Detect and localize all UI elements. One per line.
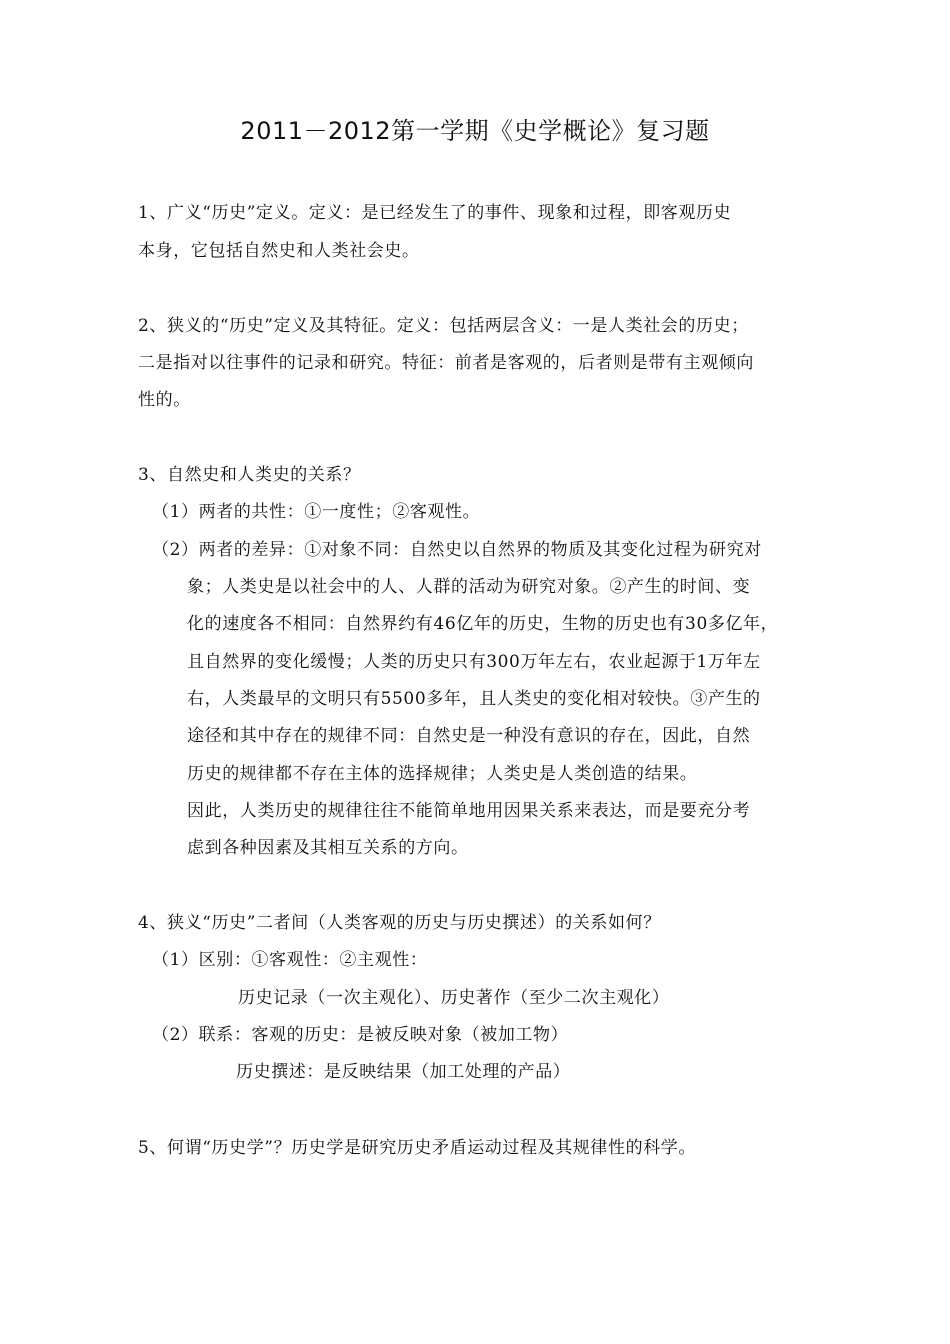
page-title: 2011－2012第一学期《史学概论》复习题 — [240, 117, 710, 145]
q2-line-1: 2、狭义的“历史”定义及其特征。定义：包括两层含义：一是人类社会的历史； — [138, 316, 749, 336]
q1-line-1: 1、广义“历史”定义。定义：是已经发生了的事件、现象和过程，即客观历史 — [138, 203, 732, 223]
q2-line-3: 性的。 — [138, 390, 191, 410]
q3-point-2-line-1: （2）两者的差异：①对象不同：自然史以自然界的物质及其变化过程为研究对 — [152, 540, 762, 560]
q3-point-2-line-9: 虑到各种因素及其相互关系的方向。 — [187, 838, 469, 858]
q1-line-2: 本身，它包括自然史和人类社会史。 — [138, 241, 420, 261]
q5-line-1: 5、何谓“历史学”？历史学是研究历史矛盾运动过程及其规律性的科学。 — [138, 1138, 696, 1158]
q2-line-2: 二是指对以往事件的记录和研究。特征：前者是客观的，后者则是带有主观倾向 — [138, 353, 754, 373]
q3-point-2-line-2: 象；人类史是以社会中的人、人群的活动为研究对象。②产生的时间、变 — [187, 577, 751, 597]
q4-heading: 4、狭义“历史”二者间（人类客观的历史与历史撰述）的关系如何？ — [138, 913, 661, 933]
q3-point-2-line-5: 右，人类最早的文明只有5500多年，且人类史的变化相对较快。③产生的 — [187, 689, 761, 709]
q4-point-2: （2）联系：客观的历史：是被反映对象（被加工物） — [152, 1025, 569, 1045]
q3-point-2-line-4: 且自然界的变化缓慢；人类的历史只有300万年左右，农业起源于1万年左 — [187, 652, 761, 672]
q3-point-2-line-3: 化的速度各不相同：自然界约有46亿年的历史，生物的历史也有30多亿年， — [187, 614, 779, 634]
q4-point-1-detail: 历史记录（一次主观化）、历史著作（至少二次主观化） — [238, 988, 670, 1008]
q3-heading: 3、自然史和人类史的关系？ — [138, 465, 361, 485]
q3-point-1: （1）两者的共性：①一度性；②客观性。 — [152, 502, 481, 522]
q4-point-1: （1）区别：①客观性：②主观性： — [152, 950, 428, 970]
q3-point-2-line-7: 历史的规律都不存在主体的选择规律；人类史是人类创造的结果。 — [187, 764, 698, 784]
q3-point-2-line-8: 因此，人类历史的规律往往不能简单地用因果关系来表达，而是要充分考 — [187, 801, 751, 821]
q4-point-2-detail: 历史撰述：是反映结果（加工处理的产品） — [236, 1062, 571, 1082]
q3-point-2-line-6: 途径和其中存在的规律不同：自然史是一种没有意识的存在，因此，自然 — [187, 726, 751, 746]
